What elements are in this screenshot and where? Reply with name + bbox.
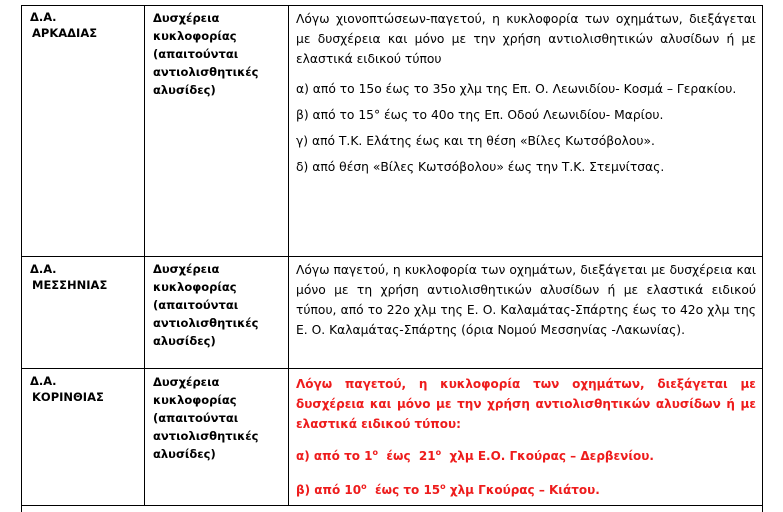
description-item: [296, 446, 756, 466]
status-line: κυκλοφορίας: [153, 280, 237, 294]
table-border-right: [762, 5, 763, 512]
status-line: αλυσίδες): [153, 447, 216, 461]
row-divider: [21, 256, 762, 257]
degree-mark: ο: [361, 482, 367, 491]
item-text: β) από 10: [296, 483, 362, 497]
status-line: (απαιτούνται: [153, 47, 239, 61]
status-line: κυκλοφορίας: [153, 29, 237, 43]
description-cell-korinthias: [296, 374, 756, 500]
region-name: ΜΕΣΣΗΝΙΑΣ: [32, 278, 108, 292]
item-text: έως 21: [378, 449, 436, 463]
description-text: Λόγω παγετού, η κυκλοφορία των οχημάτων, διεξάγεται με δυσχέρεια και μόνο με τη χρήση αντιολισθητικών αλυσίδων ή με ελαστικά ειδικού τύπου, από το 22ο χλμ της Ε. Ο. Καλαμάτας-Σπάρτης έως το 42ο χλμ της Ε. Ο. Καλαμάτας-Σπάρτης (όρια Νομού Μεσσηνίας -Λακωνίας).: [296, 263, 756, 337]
status-line: αντιολισθητικές: [153, 429, 259, 443]
description-item: δ) από θέση «Βίλες Κωτσόβολου» έως την Τ.Κ. Στεμνίτσας.: [296, 160, 665, 174]
status-line: Δυσχέρεια: [153, 11, 220, 25]
status-line: Δυσχέρεια: [153, 375, 220, 389]
status-line: αντιολισθητικές: [153, 65, 259, 79]
description-item: β) από το 15° έως το 40ο της Επ. Οδού Λεωνιδίου- Μαρίου.: [296, 108, 664, 122]
region-cell-messinias: [30, 261, 142, 293]
status-line: (απαιτούνται: [153, 411, 239, 425]
region-prefix: Δ.Α.: [30, 10, 57, 24]
item-text: χλμ Ε.Ο. Γκούρας – Δερβενίου.: [441, 449, 654, 463]
status-line: αντιολισθητικές: [153, 316, 259, 330]
table-border-left: [21, 5, 22, 512]
region-name: ΑΡΚΑΔΙΑΣ: [32, 26, 98, 40]
table-border-top: [21, 5, 762, 6]
column-divider: [144, 5, 145, 505]
degree-mark: ο: [372, 448, 378, 457]
status-line: αλυσίδες): [153, 83, 216, 97]
column-divider: [288, 5, 289, 505]
description-intro: Λόγω παγετού, η κυκλοφορία των οχημάτων, διεξάγεται με δυσχέρεια και μόνο με την χρήση αντιολισθητικών αλυσίδων ή με ελαστικά ειδικού τύπου:: [296, 377, 756, 431]
degree-mark: ο: [440, 482, 446, 491]
region-cell-arkadias: [30, 9, 142, 41]
region-name: ΚΟΡΙΝΘΙΑΣ: [32, 390, 104, 404]
description-cell-messinias: [296, 260, 756, 340]
description-item: γ) από Τ.Κ. Ελάτης έως και τη θέση «Βίλες Κωτσόβολου».: [296, 134, 655, 148]
status-line: (απαιτούνται: [153, 298, 239, 312]
item-text: χλμ Γκούρας – Κιάτου.: [445, 483, 600, 497]
status-cell-arkadias: [153, 9, 285, 99]
status-line: αλυσίδες): [153, 334, 216, 348]
item-text: έως το 15: [366, 483, 441, 497]
region-cell-korinthias: [30, 373, 142, 405]
region-prefix: Δ.Α.: [30, 374, 57, 388]
region-prefix: Δ.Α.: [30, 262, 57, 276]
status-cell-korinthias: [153, 373, 285, 463]
item-text: α) από το 1: [296, 449, 373, 463]
status-cell-messinias: [153, 260, 285, 350]
row-divider: [21, 505, 762, 506]
row-divider: [21, 368, 762, 369]
description-item: α) από το 15ο έως το 35ο χλμ της Επ. Ο. Λεωνιδίου- Κοσμά – Γερακίου.: [296, 82, 737, 96]
description-cell-arkadias: [296, 9, 756, 177]
degree-mark: ο: [435, 448, 442, 457]
description-item: [296, 480, 756, 500]
status-line: Δυσχέρεια: [153, 262, 220, 276]
status-line: κυκλοφορίας: [153, 393, 237, 407]
description-intro: Λόγω χιονοπτώσεων-παγετού, η κυκλοφορία των οχημάτων, διεξάγεται με δυσχέρεια και μόνο με την χρήση αντιολισθητικών αλυσίδων ή με ελαστικά ειδικού τύπου: [296, 12, 756, 66]
